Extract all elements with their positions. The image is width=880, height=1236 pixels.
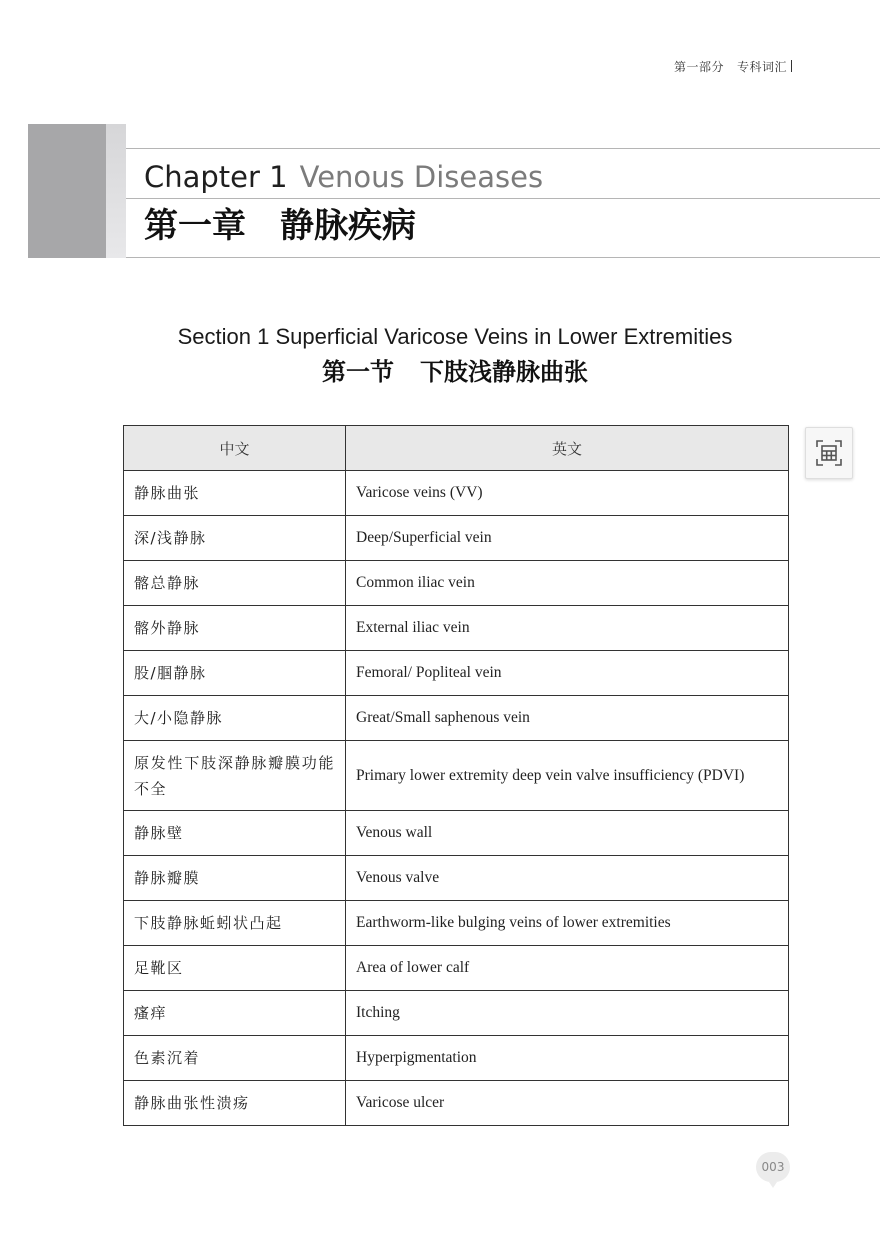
term-chinese: 静脉壁 [124,811,346,856]
term-chinese: 静脉曲张性溃疡 [124,1081,346,1126]
table-row [124,606,789,651]
chapter-title-zh: 静脉疾病 [280,206,416,246]
chapter-rule-bottom [126,257,880,258]
header-english: 英文 [346,426,789,471]
term-english: Varicose ulcer [346,1081,789,1126]
table-row [124,516,789,561]
running-head-divider [791,60,792,72]
term-english: Common iliac vein [346,561,789,606]
chapter-rule-middle [126,198,880,199]
term-english: Venous valve [346,856,789,901]
vocabulary-table [123,425,789,1126]
chapter-number-zh: 第一章 [144,206,246,246]
table-row [124,651,789,696]
term-chinese: 原发性下肢深静脉瓣膜功能不全 [124,741,346,811]
term-chinese: 色素沉着 [124,1036,346,1081]
term-english: Hyperpigmentation [346,1036,789,1081]
term-chinese: 股/腘静脉 [124,651,346,696]
table-row [124,561,789,606]
section-title-zh: 下肢浅静脉曲张 [420,357,588,386]
term-english: Great/Small saphenous vein [346,696,789,741]
table-view-button[interactable] [805,427,853,479]
table-row [124,991,789,1036]
running-head [674,58,792,75]
page-number: 003 [756,1152,790,1182]
term-english: Deep/Superficial vein [346,516,789,561]
term-english: Femoral/ Popliteal vein [346,651,789,696]
term-english: Earthworm-like bulging veins of lower extremities [346,901,789,946]
term-english: Area of lower calf [346,946,789,991]
section-heading-zh [0,355,880,389]
table-row [124,946,789,991]
header-chinese: 中文 [124,426,346,471]
chapter-number-en: Chapter 1 [144,160,288,194]
term-chinese: 静脉瓣膜 [124,856,346,901]
table-row [124,471,789,516]
term-english: External iliac vein [346,606,789,651]
section-heading-en: Section 1 Superficial Varicose Veins in Lower Extremities [177,324,733,349]
running-head-part: 第一部分 [674,60,725,74]
running-head-title: 专科词汇 [736,60,787,74]
chapter-block [28,124,106,258]
table-row [124,856,789,901]
table-row [124,741,789,811]
term-english: Varicose veins (VV) [346,471,789,516]
table-row [124,811,789,856]
term-chinese: 大/小隐静脉 [124,696,346,741]
term-chinese: 髂总静脉 [124,561,346,606]
table-row [124,696,789,741]
table-grid-icon [815,439,843,467]
term-english: Itching [346,991,789,1036]
term-chinese: 深/浅静脉 [124,516,346,561]
table-row [124,1081,789,1126]
table-row [124,901,789,946]
chapter-heading-zh [144,203,416,249]
table-row [124,1036,789,1081]
section-number-zh: 第一节 [322,357,394,386]
term-english: Venous wall [346,811,789,856]
table-header-row [124,426,789,471]
term-chinese: 瘙痒 [124,991,346,1036]
chapter-heading-en [144,158,543,196]
chapter-block-accent [106,124,126,258]
chapter-title-en: Venous Diseases [299,160,544,194]
term-chinese: 下肢静脉蚯蚓状凸起 [124,901,346,946]
term-chinese: 静脉曲张 [124,471,346,516]
chapter-rule-top [126,148,880,149]
term-chinese: 足靴区 [124,946,346,991]
term-english: Primary lower extremity deep vein valve insufficiency (PDVI) [346,741,789,811]
term-chinese: 髂外静脉 [124,606,346,651]
